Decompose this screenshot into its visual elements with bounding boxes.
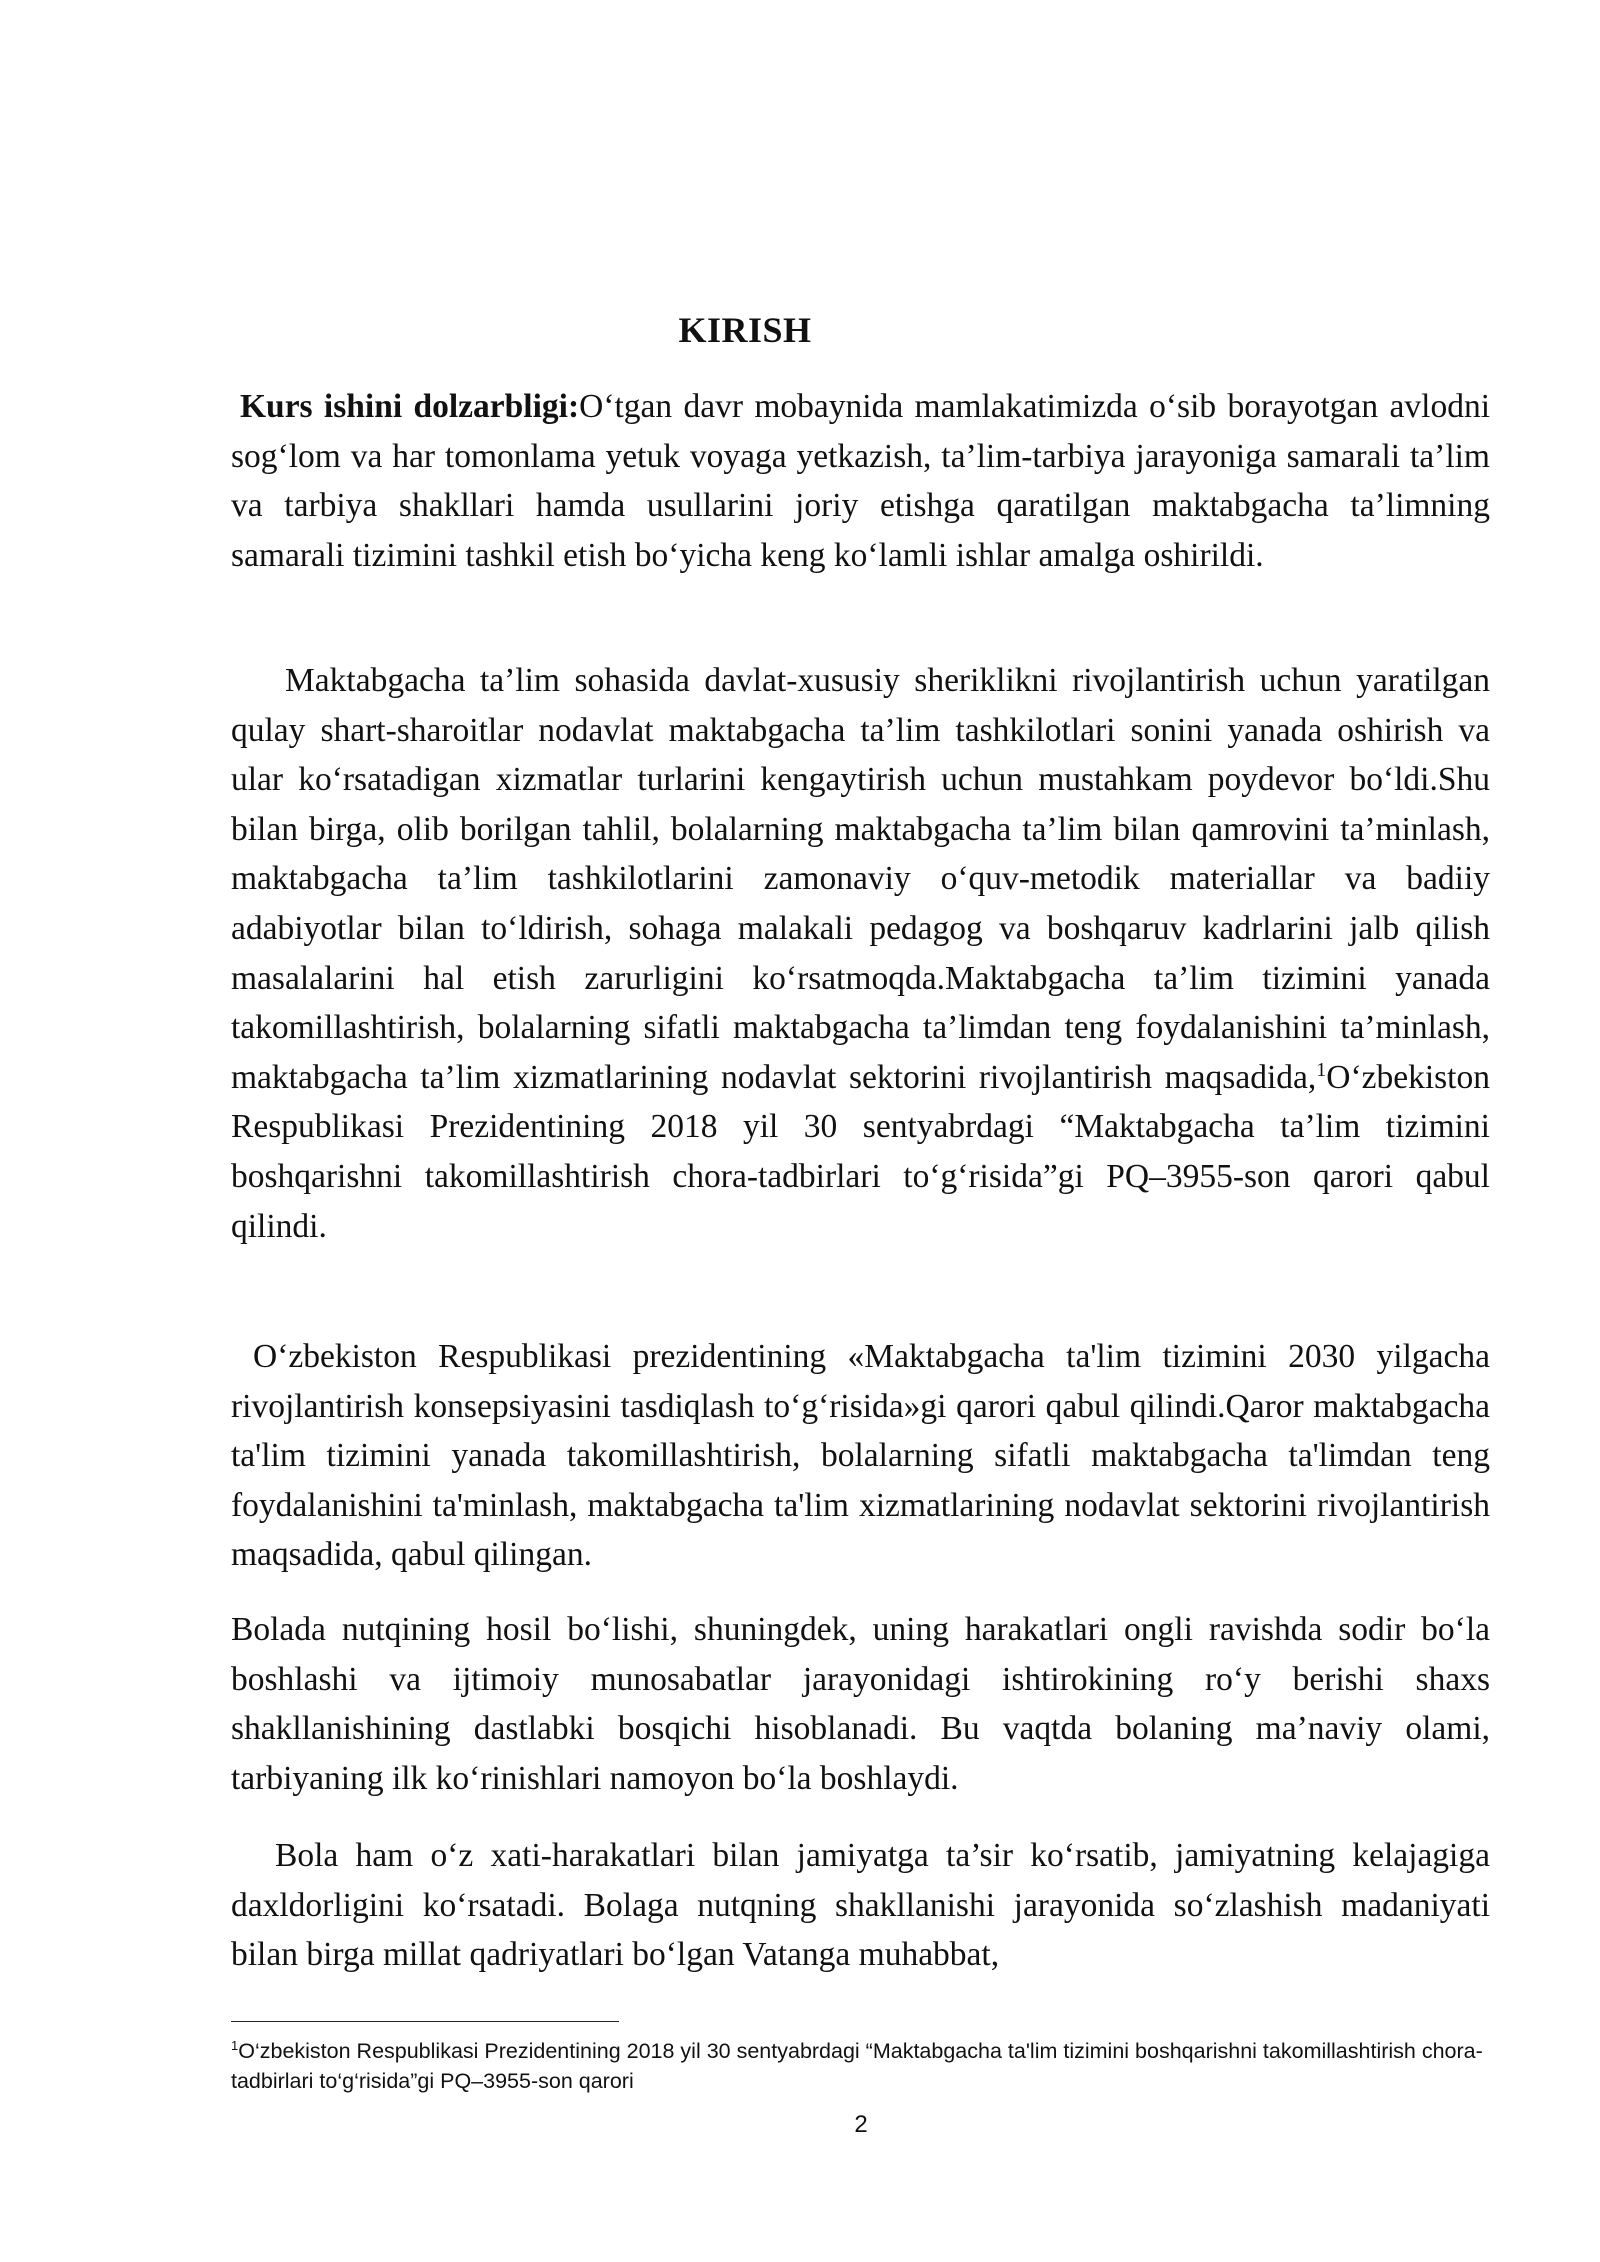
page-title: KIRISH — [678, 310, 812, 350]
footnote-text: O‘zbekiston Respublikasi Prezidentining 2018 yil 30 sentyabrdagi “Maktabgacha ta'lim tizimini boshqarishni takomillashtirish chora-tadbirlari to‘g‘risida”gi PQ–3955-son qarori — [231, 2039, 1483, 2093]
paragraph-lead-heading: Kurs ishini dolzarbligi: — [240, 388, 580, 425]
paragraph-3-text: O‘zbekiston Respublikasi prezidentining «Maktabgacha ta'lim tizimini 2030 yilgacha rivojlantirish konsepsiyasini tasdiqlash to‘g‘risida»gi qarori qabul qilindi.Qaror maktabgacha ta'lim tizimini yanada takomillashtirish, bolalarning sifatli maktabgacha ta'limdan teng foydalanishini ta'minlash, maktabgacha ta'lim xizmatlarining nodavlat sektorini rivojlantirish maqsadida, qabul qilingan. — [231, 1338, 1490, 1574]
paragraph-2-text-end: O‘zbekiston Respublikasi Prezidentining 2018 yil 30 sentyabrdagi “Maktabgacha ta’lim tizimini boshqarishni takomillashtirish chora-tadbirlari to‘g‘risida”gi PQ–3955-son qarori qabul qilindi. — [231, 1058, 1490, 1245]
paragraph-1 — [231, 382, 1490, 580]
footnote-mark: 1 — [231, 2037, 239, 2053]
paragraph-2 — [231, 656, 1490, 1251]
paragraph-1-text: O‘tgan davr mobaynida mamlakatimizda o‘sib borayotgan avlodni sog‘lom va har tomonlama yetuk voyaga yetkazish, ta’lim-tarbiya jarayoniga samarali ta’lim va tarbiya shakllari hamda usullarini joriy etishga qaratilgan maktabgacha ta’limning samarali tizimini tashkil etish bo‘yicha keng ko‘lamli ishlar amalga oshirildi. — [231, 388, 1491, 574]
paragraph-5-text: Bola ham o‘z xati-harakatlari bilan jamiyatga ta’sir ko‘rsatib, jamiyatning kelajagiga daxldorligini ko‘rsatadi. Bolaga nutqning shakllanishi jarayonida so‘zlashish madaniyati bilan birga millat qadriyatlari bo‘lgan Vatanga muhabbat, — [231, 1837, 1490, 1974]
footnote-reference-mark[interactable]: 1 — [1316, 1058, 1327, 1081]
paragraph-2-text-start: Maktabgacha ta’lim sohasida davlat-xususiy sheriklikni rivojlantirish uchun yaratilgan qulay shart-sharoitlar nodavlat maktabgacha ta’lim tashkilotlari sonini yanada oshirish va ular ko‘rsatadigan xizmatlar turlarini kengaytirish uchun mustahkam poydevor bo‘ldi.Shu bilan birga, olib borilgan tahlil, bolalarning maktabgacha ta’lim bilan qamrovini ta’minlash, maktabgacha ta’lim tashkilotlarini zamonaviy o‘quv-metodik materiallar va badiiy adabiyotlar bilan to‘ldirish, sohaga malakali pedagog va boshqaruv kadrlarini jalb qilish masalalarini hal etish zarurligini ko‘rsatmoqda.Maktabgacha ta’lim tizimini yanada takomillashtirish, bolalarning sifatli maktabgacha ta’limdan teng foydalanishini ta’minlash, maktabgacha ta’lim xizmatlarining nodavlat sektorini rivojlantirish maqsadida, — [231, 662, 1490, 1096]
paragraph-3 — [231, 1332, 1490, 1580]
paragraph-4 — [231, 1605, 1490, 1803]
footnote-separator — [231, 2021, 619, 2022]
paragraph-5 — [231, 1831, 1490, 1980]
page-number: 2 — [854, 2111, 868, 2138]
paragraph-4-text: Bolada nutqining hosil bo‘lishi, shuningdek, uning harakatlari ongli ravishda sodir bo‘la boshlashi va ijtimoiy munosabatlar jarayonidagi ishtirokining ro‘y berishi shaxs shakllanishining dastlabki bosqichi hisoblanadi. Bu vaqtda bolaning ma’naviy olami, tarbiyaning ilk ko‘rinishlari namoyon bo‘la boshlaydi. — [231, 1611, 1490, 1797]
footnote — [231, 2036, 1490, 2096]
